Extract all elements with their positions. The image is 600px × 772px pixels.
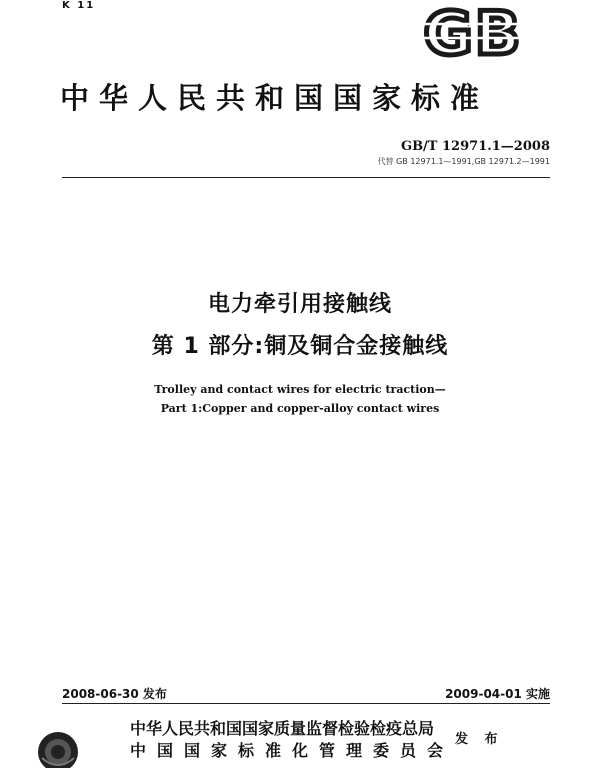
issue-date: 2008-06-30 发布 bbox=[62, 687, 167, 701]
gb-logo bbox=[398, 2, 548, 68]
issuer-line2: 中国国家标准化管理委员会 bbox=[130, 741, 455, 760]
publish-label: 发 布 bbox=[455, 732, 504, 747]
gb-logo-text: GB bbox=[423, 2, 523, 64]
chinese-title-line2: 第 1 部分:铜及铜合金接触线 bbox=[151, 334, 449, 359]
national-emblem-icon bbox=[34, 728, 82, 772]
ics-code: K 11 bbox=[62, 0, 96, 11]
standard-number: GB/T 12971.1—2008 bbox=[400, 139, 550, 154]
replaces-note: 代替 GB 12971.1—1991,GB 12971.2—1991 bbox=[377, 157, 550, 166]
national-standard-title: 中华人民共和国国家标准 bbox=[60, 81, 490, 115]
bottom-divider bbox=[62, 703, 550, 704]
implementation-date: 2009-04-01 实施 bbox=[445, 687, 550, 701]
english-title-line1: Trolley and contact wires for electric traction— bbox=[154, 383, 446, 396]
issuer-line1: 中华人民共和国国家质量监督检验检疫总局 bbox=[130, 719, 435, 738]
chinese-title-line1: 电力牵引用接触线 bbox=[207, 292, 392, 317]
english-title-line2: Part 1:Copper and copper-alloy contact wires bbox=[160, 402, 440, 415]
top-divider bbox=[62, 177, 550, 178]
